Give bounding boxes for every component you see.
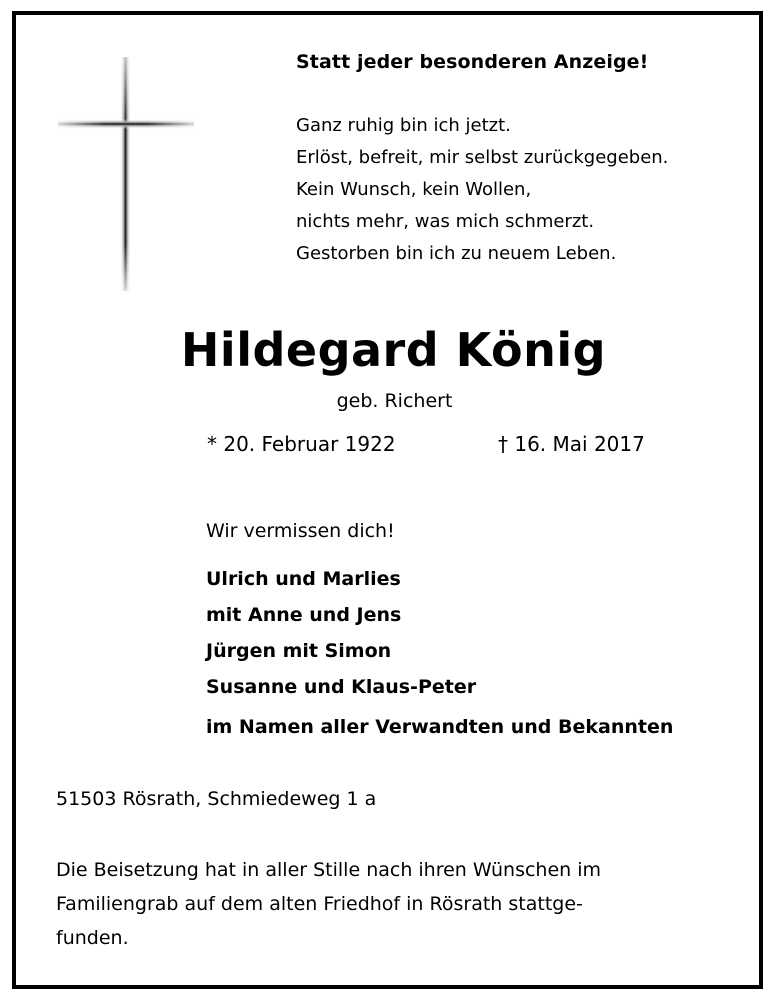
deceased-name: Hildegard König <box>180 323 607 377</box>
death-date: † 16. Mai 2017 <box>498 432 645 456</box>
poem <box>296 110 668 270</box>
poem-line: Erlöst, befreit, mir selbst zurückgegeben. <box>296 147 669 168</box>
family-member: Susanne und Klaus-Peter <box>206 676 477 698</box>
funeral-note-line: funden. <box>56 927 129 949</box>
birth-date: * 20. Februar 1922 <box>207 432 396 456</box>
headline: Statt jeder besonderen Anzeige! <box>296 51 649 73</box>
family-member: Ulrich und Marlies <box>206 568 401 590</box>
poem-line: Ganz ruhig bin ich jetzt. <box>296 115 511 136</box>
funeral-note-line: Die Beisetzung hat in aller Stille nach ihren Wünschen im <box>56 859 602 881</box>
obituary-notice <box>12 11 763 989</box>
poem-line: Kein Wunsch, kein Wollen, <box>296 179 532 200</box>
miss-line: Wir vermissen dich! <box>206 520 395 542</box>
maiden-name: geb. Richert <box>336 390 453 412</box>
funeral-note-line: Familiengrab auf dem alten Friedhof in Rösrath stattge- <box>56 893 583 915</box>
family-member: Jürgen mit Simon <box>206 640 392 662</box>
poem-line: nichts mehr, was mich schmerzt. <box>296 211 595 232</box>
family-member: mit Anne und Jens <box>206 604 402 626</box>
behalf-line: im Namen aller Verwandten und Bekannten <box>206 716 674 738</box>
address: 51503 Rösrath, Schmiedeweg 1 a <box>56 788 377 810</box>
cross-icon <box>58 51 194 291</box>
family-list <box>206 561 476 705</box>
poem-line: Gestorben bin ich zu neuem Leben. <box>296 243 617 264</box>
funeral-note <box>56 853 724 955</box>
